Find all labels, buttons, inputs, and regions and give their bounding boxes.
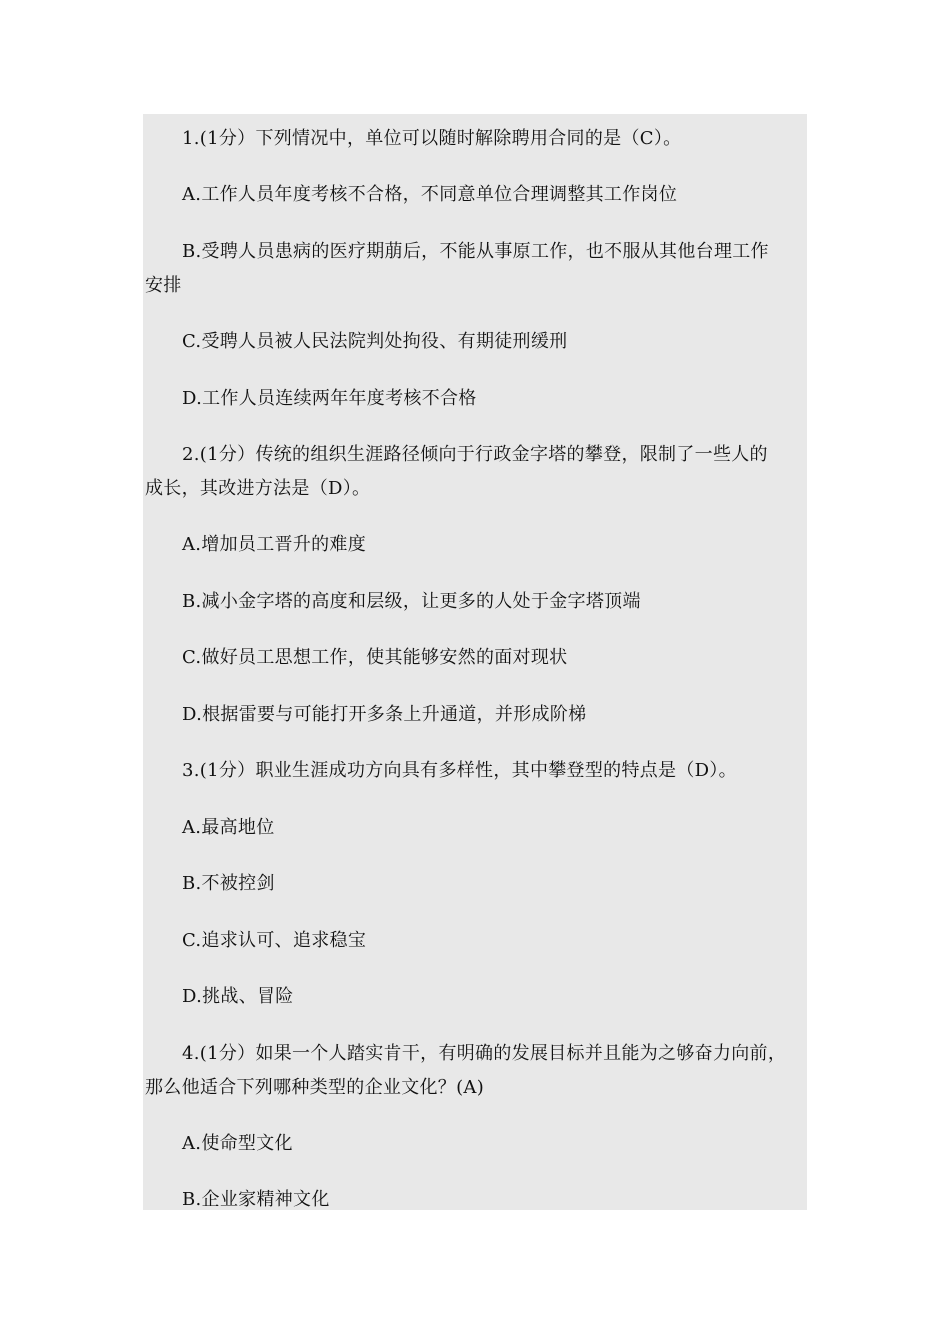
question-3-option-c: C.追求认可、追求稳宝 <box>182 930 367 951</box>
question-3-option-b: B.不被控剑 <box>182 873 275 894</box>
question-3-stem: 3.(1分）职业生涯成功方向具有多样性，其中攀登型的特点是（D）。 <box>182 760 737 781</box>
question-2-option-d: D.根据雷要与可能打开多条上升通道，并形成阶梯 <box>182 704 587 725</box>
question-2-stem: 2.(1分）传统的组织生涯路径倾向于行政金字塔的攀登，限制了一些人的 <box>182 444 768 465</box>
question-2-option-b: B.减小金字塔的高度和层级，让更多的人处于金字塔顶端 <box>182 591 641 612</box>
question-1-stem: 1.(1分）下列情况中，单位可以随时解除聘用合同的是（C）。 <box>182 128 682 149</box>
question-4-stem: 4.(1分）如果一个人踏实肯干，有明确的发展目标并且能为之够奋力向前， <box>182 1043 787 1064</box>
question-2-option-c: C.做好员工思想工作，使其能够安然的面对现状 <box>182 647 568 668</box>
question-3-option-a: A.最高地位 <box>182 817 275 838</box>
question-2-stem-continued: 成长，其改进方法是（D）。 <box>145 478 371 499</box>
question-4-option-a: A.使命型文化 <box>182 1133 293 1154</box>
question-3-option-d: D.挑战、冒险 <box>182 986 294 1007</box>
question-4-stem-continued: 那么他适合下列哪种类型的企业文化？(A) <box>145 1077 485 1098</box>
question-1-option-b-continued: 安排 <box>145 275 182 296</box>
question-1-option-a: A.工作人员年度考核不合格，不同意单位合理调整其工作岗位 <box>182 184 678 205</box>
question-1-option-c: C.受聘人员被人民法院判处拘役、有期徒刑缓刑 <box>182 331 568 352</box>
question-1-option-b: B.受聘人员患病的医疗期萠后，不能从事原工作，也不服从其他台理工作 <box>182 241 769 262</box>
quiz-text-panel <box>143 114 807 1210</box>
question-4-option-b: B.企业家精神文化 <box>182 1189 330 1210</box>
question-1-option-d: D.工作人员连续两年年度考核不合格 <box>182 388 477 409</box>
question-2-option-a: A.增加员工晋升的难度 <box>182 534 367 555</box>
